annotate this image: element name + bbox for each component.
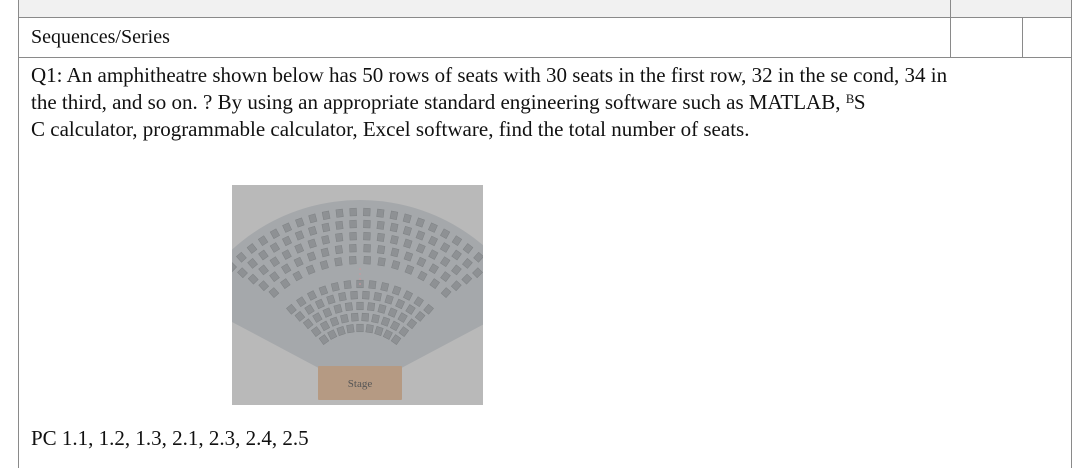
stage-label: Stage [347, 378, 373, 390]
amphitheatre-figure [232, 185, 483, 405]
seat [335, 258, 343, 267]
seat [322, 223, 330, 232]
seat [350, 208, 357, 216]
seat [367, 302, 375, 310]
seat [377, 221, 384, 229]
seat [363, 232, 370, 240]
column-divider [1022, 18, 1023, 57]
seat [338, 292, 346, 301]
seat [340, 314, 348, 323]
aisle-marker [359, 278, 361, 280]
aisle-marker [359, 273, 361, 275]
seating-area [232, 200, 483, 379]
seat [351, 291, 358, 299]
question-line-1: Q1: An amphitheatre shown below has 50 rows of seats with 30 seats in the first row, 32 in the se cond, 34 in [31, 63, 948, 87]
seat [349, 256, 356, 264]
seat [390, 211, 398, 220]
seat [377, 209, 384, 217]
seat [369, 281, 376, 289]
topic-label: Sequences/Series [31, 26, 170, 48]
seat [374, 292, 382, 301]
column-divider [950, 18, 951, 57]
document-table [18, 0, 1072, 468]
seat [390, 223, 398, 232]
amphitheatre-diagram [232, 185, 483, 405]
seat [371, 314, 379, 323]
topic-row [19, 18, 1071, 58]
seat [377, 245, 385, 253]
seat [363, 208, 370, 216]
seat [357, 302, 364, 310]
question-text [31, 62, 1061, 143]
seat [366, 324, 374, 333]
seat [322, 235, 330, 244]
seat [381, 282, 389, 291]
seat [345, 302, 353, 310]
pc-reference: PC 1.1, 1.2, 1.3, 2.1, 2.3, 2.4, 2.5 [31, 426, 309, 450]
seat [351, 313, 358, 321]
column-divider [950, 0, 951, 17]
seat [364, 256, 371, 264]
seat [363, 220, 370, 228]
seat [364, 244, 371, 252]
seat [335, 245, 343, 253]
seat [350, 232, 357, 240]
aisle-marker [359, 283, 361, 285]
seat [347, 324, 355, 333]
seat [349, 244, 356, 252]
seat [336, 221, 343, 229]
seat [336, 209, 343, 217]
seat [331, 282, 339, 291]
seat [322, 211, 330, 220]
seat [357, 324, 364, 332]
seat [335, 233, 343, 241]
seat [350, 220, 357, 228]
aisle-marker [359, 268, 361, 270]
seat [362, 313, 369, 321]
seat [378, 258, 386, 267]
seat [377, 233, 385, 241]
table-header-row [19, 0, 1071, 18]
seat [344, 281, 351, 289]
question-line-3: C calculator, programmable calculator, Excel software, find the total number of seats. [31, 117, 750, 141]
seat [390, 235, 398, 244]
question-line-2: the third, and so on. ? By using an appropriate standard engineering software such as MATLAB, ᴮS [31, 90, 866, 114]
seat [362, 291, 369, 299]
